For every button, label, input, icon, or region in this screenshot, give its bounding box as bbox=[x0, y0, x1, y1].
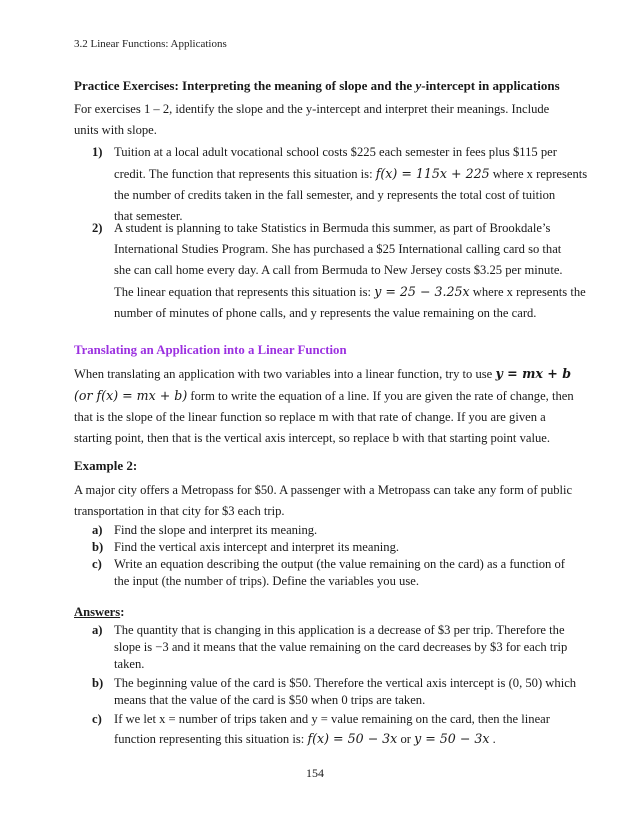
question-b: b) Find the vertical axis intercept and interpret its meaning. bbox=[92, 540, 400, 554]
tuition-function: f(x) = 115x + 225 bbox=[375, 166, 490, 181]
answer-c: c) If we let x = number of trips taken and y = value remaining on the card, then the linear function representing this situation is: f(x) = 50 − 3x or y = 50 − 3x . bbox=[92, 712, 550, 746]
answer-b: b) The beginning value of the card is $50. Therefore the vertical axis intercept is (0, 50) which means that the value of the card is $50 when 0 trips are taken. bbox=[92, 676, 577, 707]
example-2-title: Example 2: bbox=[74, 458, 138, 473]
running-header: 3.2 Linear Functions: Applications bbox=[74, 38, 227, 50]
practice-title: Practice Exercises: Interpreting the meaning of slope and the y-intercept in applications bbox=[74, 78, 560, 93]
answer-a: a) The quantity that is changing in this application is a decrease of $3 per trip. Therefore the slope is −3 and it means that the value remaining on the card decreases by $3 for each trip taken. bbox=[92, 623, 568, 671]
translating-paragraph: When translating an application with two variables into a linear function, try to use y = mx + b (or f(x) = mx + b) form to write the equation of a line. If you are given the rate of change, then that is the slope of the linear function so replace m with that rate of change. If you are given a starting point, then that is the vertical axis intercept, so replace b with that starting point value. bbox=[74, 366, 574, 445]
practice-intro: For exercises 1 – 2, identify the slope and the y-intercept and interpret their meanings. Include units with slope. bbox=[74, 102, 550, 137]
page-number: 154 bbox=[306, 766, 324, 780]
metropass-function: f(x) = 50 − 3x bbox=[307, 731, 398, 746]
answers-list bbox=[92, 622, 577, 751]
metropass-equation: y = 50 − 3x bbox=[414, 731, 490, 746]
example-2-problem: A major city offers a Metropass for $50. A passenger with a Metropass can take any form of public transportation in that city for $3 each trip. bbox=[74, 483, 573, 518]
translating-title: Translating an Application into a Linear Function bbox=[74, 343, 347, 357]
calling-card-equation: y = 25 − 3.25x bbox=[374, 284, 470, 299]
answers-title: Answers: bbox=[74, 605, 125, 619]
document-page: 3.2 Linear Functions: Applications Practice Exercises: Interpreting the meaning of slope and the y-intercept in applications For exercises 1 – 2, identify the slope and the y-intercept and interpret their meanings. Include units with slope. 1) Tuition at a local adult vocational school costs $225 each semester in fees plus $115 per credit. The function that represents this situation is: f(x) = 115x + 225 where x represents the number of credits taken in the fall semester, and y represents the total cost of tuition that semester. 2) A student is planning to take Statistics in Bermuda this summer, as part of Brookdale’s International Studies Program. She has purchased a $25 International calling card so that she can call home every day. A call from Bermuda to New Jersey costs $3.25 per minute. The linear equation that represents this situation is: y = 25 − 3.25x where x represents the number of minutes of phone calls, and y represents the value remaining on the card. Translating an Application into a Linear Function When translating an application with two variables into a linear function, try to use y = mx + b (or f(x) = mx + b) form to write the equation of a line. If you are given the rate of change, then that is the slope of the linear function so replace m with that rate of change. If you are given a starting point, then that is the vertical axis intercept, so replace b with that starting point value. Example 2: A major city offers a Metropass for $50. A passenger with a Metropass can take any form of public transportation in that city for $3 each trip. a) Find the slope and interpret its meaning. b) Find the vertical axis intercept and interpret its meaning. c) Write an equation describing the output (the value remaining on the card) as a function of the input (the number of trips). Define the variables you use. Answers: a) The quantity that is changing in this application is a decrease of $3 per trip. Therefore the slope is −3 and it means that the value remaining on the card decreases by $3 for each trip taken. b) The beginning value of the card is $50. Therefore the vertical axis intercept is (0, 50) which means that the value of the card is $50 when 0 trips are taken. c) If we let x = number of trips taken and y = value remaining on the card, then the linear function representing this situation is: f(x) = 50 − 3x or y = 50 − 3x . 154 bbox=[0, 0, 630, 815]
question-a: a) Find the slope and interpret its meaning. bbox=[92, 523, 318, 537]
question-c: c) Write an equation describing the output (the value remaining on the card) as a function of the input (the number of trips). Define the variables you use. bbox=[92, 557, 565, 588]
example-2-questions bbox=[92, 522, 572, 590]
